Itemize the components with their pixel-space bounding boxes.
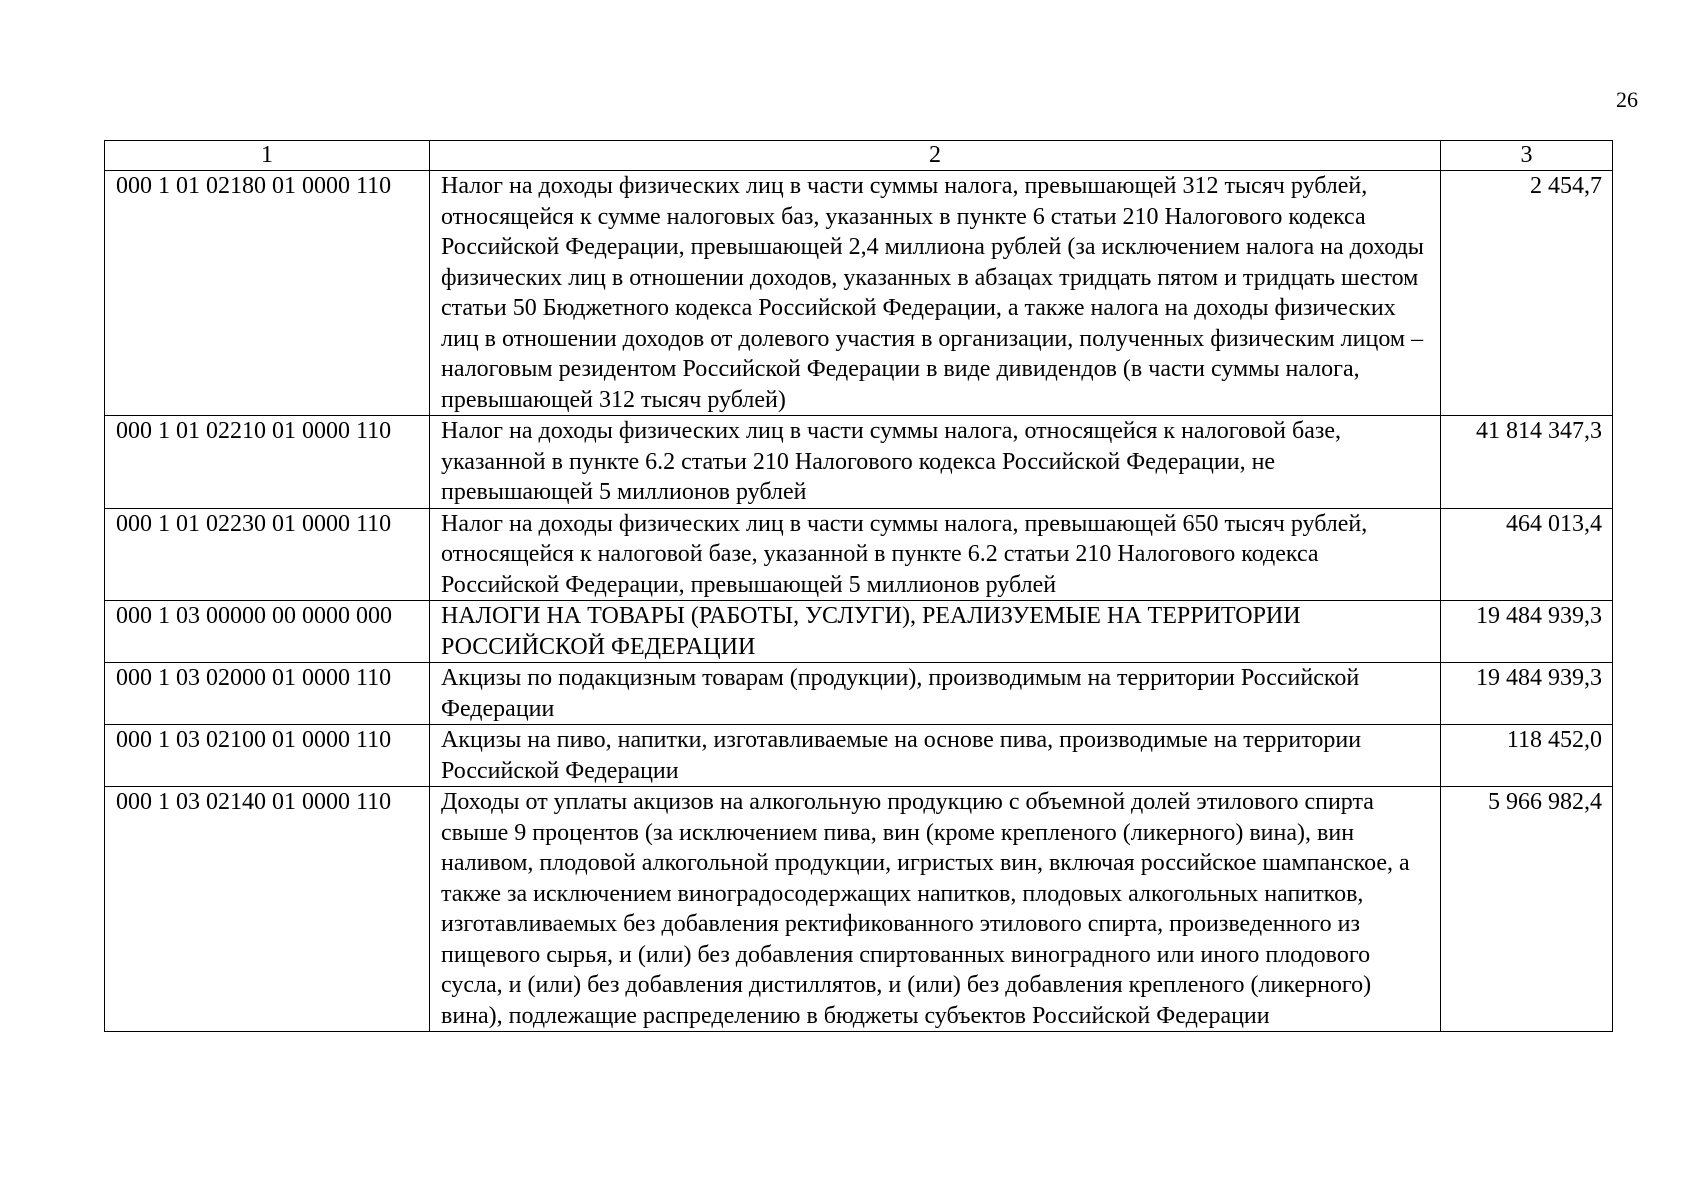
revenue-amount: 19 484 939,3 — [1441, 601, 1613, 663]
budget-classification-code: 000 1 01 02230 01 0000 110 — [105, 508, 430, 601]
table-row — [105, 663, 1613, 725]
revenue-name: Налог на доходы физических лиц в части суммы налога, превышающей 312 тысяч рублей, относящейся к сумме налоговых баз, указанных в пункте 6 статьи 210 Налогового кодекса Российской Федерации, превышающей 2,4 миллиона рублей (за исключением налога на доходы физических лиц в отношении доходов, указанных в абзацах тридцать пятом и тридцать шестом статьи 50 Бюджетного кодекса Российской Федерации, а также налога на доходы физических лиц в отношении доходов от долевого участия в организации, полученных физическим лицом – налоговым резидентом Российской Федерации в виде дивидендов (в части суммы налога, превышающей 312 тысяч рублей) — [430, 171, 1441, 416]
table-row — [105, 787, 1613, 1032]
budget-revenue-table — [104, 140, 1613, 1032]
page-number: 26 — [1616, 87, 1638, 112]
revenue-name: Акцизы по подакцизным товарам (продукции), производимым на территории Российской Федерации — [430, 663, 1441, 725]
table-row — [105, 601, 1613, 663]
budget-classification-code: 000 1 01 02210 01 0000 110 — [105, 416, 430, 509]
revenue-name: Налог на доходы физических лиц в части суммы налога, превышающей 650 тысяч рублей, относящейся к налоговой базе, указанной в пункте 6.2 статьи 210 Налогового кодекса Российской Федерации, превышающей 5 миллионов рублей — [430, 508, 1441, 601]
budget-classification-code: 000 1 03 02140 01 0000 110 — [105, 787, 430, 1032]
table-row — [105, 725, 1613, 787]
budget-classification-code: 000 1 01 02180 01 0000 110 — [105, 171, 430, 416]
column-header-amount: 3 — [1441, 141, 1613, 171]
revenue-name: НАЛОГИ НА ТОВАРЫ (РАБОТЫ, УСЛУГИ), РЕАЛИЗУЕМЫЕ НА ТЕРРИТОРИИ РОССИЙСКОЙ ФЕДЕРАЦИИ — [430, 601, 1441, 663]
budget-classification-code: 000 1 03 02000 01 0000 110 — [105, 663, 430, 725]
table-row — [105, 416, 1613, 509]
column-header-code: 1 — [105, 141, 430, 171]
budget-classification-code: 000 1 03 00000 00 0000 000 — [105, 601, 430, 663]
revenue-amount: 118 452,0 — [1441, 725, 1613, 787]
budget-classification-code: 000 1 03 02100 01 0000 110 — [105, 725, 430, 787]
revenue-name: Налог на доходы физических лиц в части суммы налога, относящейся к налоговой базе, указанной в пункте 6.2 статьи 210 Налогового кодекса Российской Федерации, не превышающей 5 миллионов рублей — [430, 416, 1441, 509]
table-row — [105, 171, 1613, 416]
revenue-name: Акцизы на пиво, напитки, изготавливаемые на основе пива, производимые на территории Российской Федерации — [430, 725, 1441, 787]
revenue-amount: 41 814 347,3 — [1441, 416, 1613, 509]
table-header-row — [105, 141, 1613, 171]
table-row — [105, 508, 1613, 601]
revenue-amount: 19 484 939,3 — [1441, 663, 1613, 725]
revenue-amount: 2 454,7 — [1441, 171, 1613, 416]
revenue-amount: 464 013,4 — [1441, 508, 1613, 601]
revenue-amount: 5 966 982,4 — [1441, 787, 1613, 1032]
column-header-name: 2 — [430, 141, 1441, 171]
revenue-name: Доходы от уплаты акцизов на алкогольную продукцию с объемной долей этилового спирта свыше 9 процентов (за исключением пива, вин (кроме крепленого (ликерного) вина), вин наливом, плодовой алкогольной продукции, игристых вин, включая российское шампанское, а также за исключением виноградосодержащих напитков, плодовых алкогольных напитков, изготавливаемых без добавления ректификованного этилового спирта, произведенного из пищевого сырья, и (или) без добавления спиртованных виноградного или иного плодового сусла, и (или) без добавления дистиллятов, и (или) без добавления крепленого (ликерного) вина), подлежащие распределению в бюджеты субъектов Российской Федерации — [430, 787, 1441, 1032]
